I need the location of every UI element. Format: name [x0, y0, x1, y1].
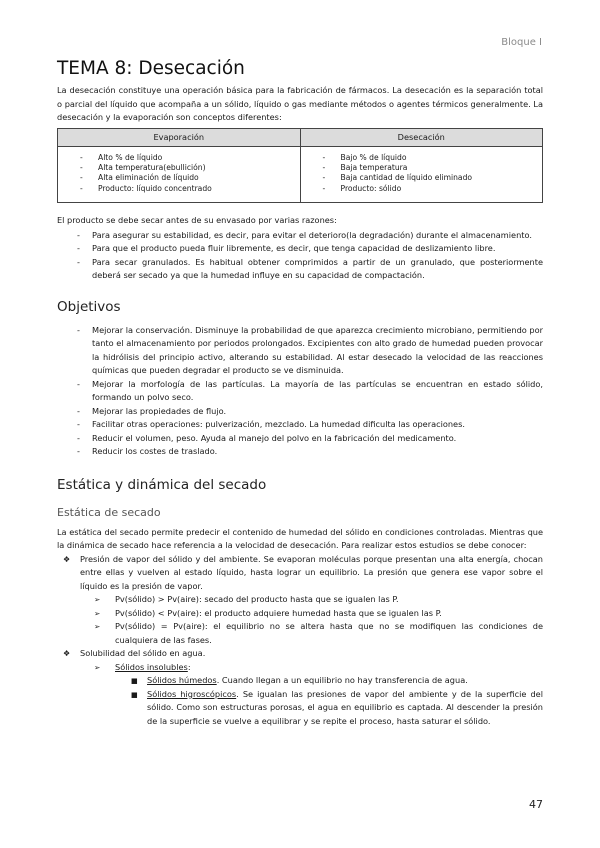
case-text: Pv(sólido) > Pv(aire): secado del producto hasta que se igualen las P.	[115, 594, 399, 605]
list-item: - Reducir el volumen, peso. Ayuda al manejo del polvo en la fabricación del medicamento.	[77, 432, 543, 446]
list-item	[94, 607, 543, 621]
table-item: - Bajo % de líquido	[323, 153, 543, 163]
solubilidad-list	[80, 661, 543, 729]
list-item	[94, 593, 543, 607]
table-item: - Producto: sólido	[323, 184, 543, 194]
diamond-bullet-icon: ❖	[63, 649, 71, 659]
table-item: - Alto % de líquido	[80, 153, 300, 163]
table-item: - Producto: líquido concentrado	[80, 184, 300, 194]
presion-text: Presión de vapor del sólido y del ambiente. Se evaporan moléculas porque presentan una alta energía, chocan entre ellas y vuelven al estado líquido, hasta lograr un equilibrio. La presión que genera ese vapor sobre el líquido es la presión de vapor.	[80, 553, 543, 591]
presion-cases-list	[80, 593, 543, 647]
case-text: Pv(sólido) < Pv(aire): el producto adquiere humedad hasta que se igualen las P.	[115, 607, 442, 618]
insolubles-colon: :	[187, 661, 191, 672]
solubilidad-text: Solubilidad del sólido en agua.	[80, 648, 206, 659]
list-item: - Para asegurar su estabilidad, es decir, para evitar el deterioro(la degradación) durante el almacenamiento.	[77, 229, 543, 243]
case-text: Pv(sólido) = Pv(aire): el equilibrio no se altera hasta que no se modifiquen las condiciones de cualquiera de las fases.	[115, 621, 543, 645]
list-item	[60, 553, 543, 648]
list-item: - Mejorar las propiedades de flujo.	[77, 405, 543, 419]
list-item: - Reducir los costes de traslado.	[77, 445, 543, 459]
section-heading-objetivos: Objetivos	[57, 298, 121, 315]
higroscopicos-term: Sólidos higroscópicos	[147, 688, 237, 699]
reasons-list	[57, 229, 543, 283]
higroscopicos-text: . Se igualan las presiones de vapor del ambiente y de la superficie del sólido. Como son estructuras porosas, el agua en equilibrio es captada. Al descender la presión de la superficie se vuelve a equilibrar y se repite el proceso, hasta saturar el sólido.	[147, 688, 543, 726]
table-item: - Alta temperatura(ebullición)	[80, 163, 300, 173]
table-cell-desecacion	[300, 146, 543, 203]
table-cell-evaporacion	[58, 146, 301, 203]
table-item: - Alta eliminación de líquido	[80, 173, 300, 183]
arrow-bullet-icon: ➢	[94, 662, 101, 672]
comparison-table	[57, 128, 543, 204]
insolubles-label: Sólidos insolubles	[115, 661, 188, 672]
humedos-term: Sólidos húmedos	[147, 675, 217, 686]
table-header-evaporacion: Evaporación	[58, 128, 301, 146]
subsection-heading-estatica: Estática de secado	[57, 505, 161, 519]
list-item: - Facilitar otras operaciones: pulverización, mezclado. La humedad dificulta las operaciones.	[77, 418, 543, 432]
list-item: - Mejorar la conservación. Disminuye la probabilidad de que aparezca crecimiento microbiano, permitiendo por tanto el almacenamiento por periodos prolongados. Excipientes con alto grado de humedad pueden provocar la hidrólisis del principio activo, alterando su estabilidad. Al estar desecado la velocidad de las reacciones químicas que pueden degradar el producto se ve disminuida.	[77, 324, 543, 378]
page-title: TEMA 8: Desecación	[57, 58, 245, 79]
list-item	[129, 688, 543, 729]
arrow-bullet-icon: ➢	[94, 608, 101, 618]
page-content	[57, 56, 543, 728]
square-bullet-icon: ■	[131, 689, 138, 699]
list-item	[60, 647, 543, 728]
insolubles-list	[115, 674, 543, 728]
reasons-intro: El producto se debe secar antes de su envasado por varias razones:	[57, 215, 337, 226]
list-item: - Para secar granulados. Es habitual obtener comprimidos a partir de un granulado, que posteriormente deberá ser secado ya que la humedad influye en su capacidad de compactación.	[77, 256, 543, 283]
list-item: - Para que el producto pueda fluir libremente, es decir, que tenga capacidad de deslizamiento libre.	[77, 242, 543, 256]
list-item	[94, 661, 543, 729]
intro-paragraph: La desecación constituye una operación básica para la fabricación de fármacos. La desecación es la separación total o parcial del líquido que acompaña a un sólido, líquido o gas mediante métodos o agentes térmicos generalmente. La desecación y la evaporación son conceptos diferentes:	[57, 85, 543, 122]
objetivos-list	[57, 324, 543, 459]
table-item: - Baja cantidad de líquido eliminado	[323, 173, 543, 183]
list-item	[129, 674, 543, 688]
estatica-factors-list	[57, 553, 543, 729]
section-heading-estatica-dinamica: Estática y dinámica del secado	[57, 476, 267, 493]
table-item: - Baja temperatura	[323, 163, 543, 173]
estatica-intro: La estática del secado permite predecir el contenido de humedad del sólido en condiciones controladas. Mientras que la dinámica de secado hace referencia a la velocidad de desecación. Para realizar estos estudios se debe conocer:	[57, 526, 543, 551]
square-bullet-icon: ■	[131, 676, 138, 686]
arrow-bullet-icon: ➢	[94, 622, 101, 632]
table-header-desecacion: Desecación	[300, 128, 543, 146]
block-header: Bloque I	[501, 37, 542, 48]
arrow-bullet-icon: ➢	[94, 595, 101, 605]
list-item	[94, 620, 543, 647]
page-number: 47	[529, 798, 543, 811]
list-item: - Mejorar la morfología de las partículas. La mayoría de las partículas se encuentran en estado sólido, formando un polvo seco.	[77, 378, 543, 405]
diamond-bullet-icon: ❖	[63, 554, 71, 564]
humedos-text: . Cuando llegan a un equilibrio no hay transferencia de agua.	[216, 675, 468, 686]
